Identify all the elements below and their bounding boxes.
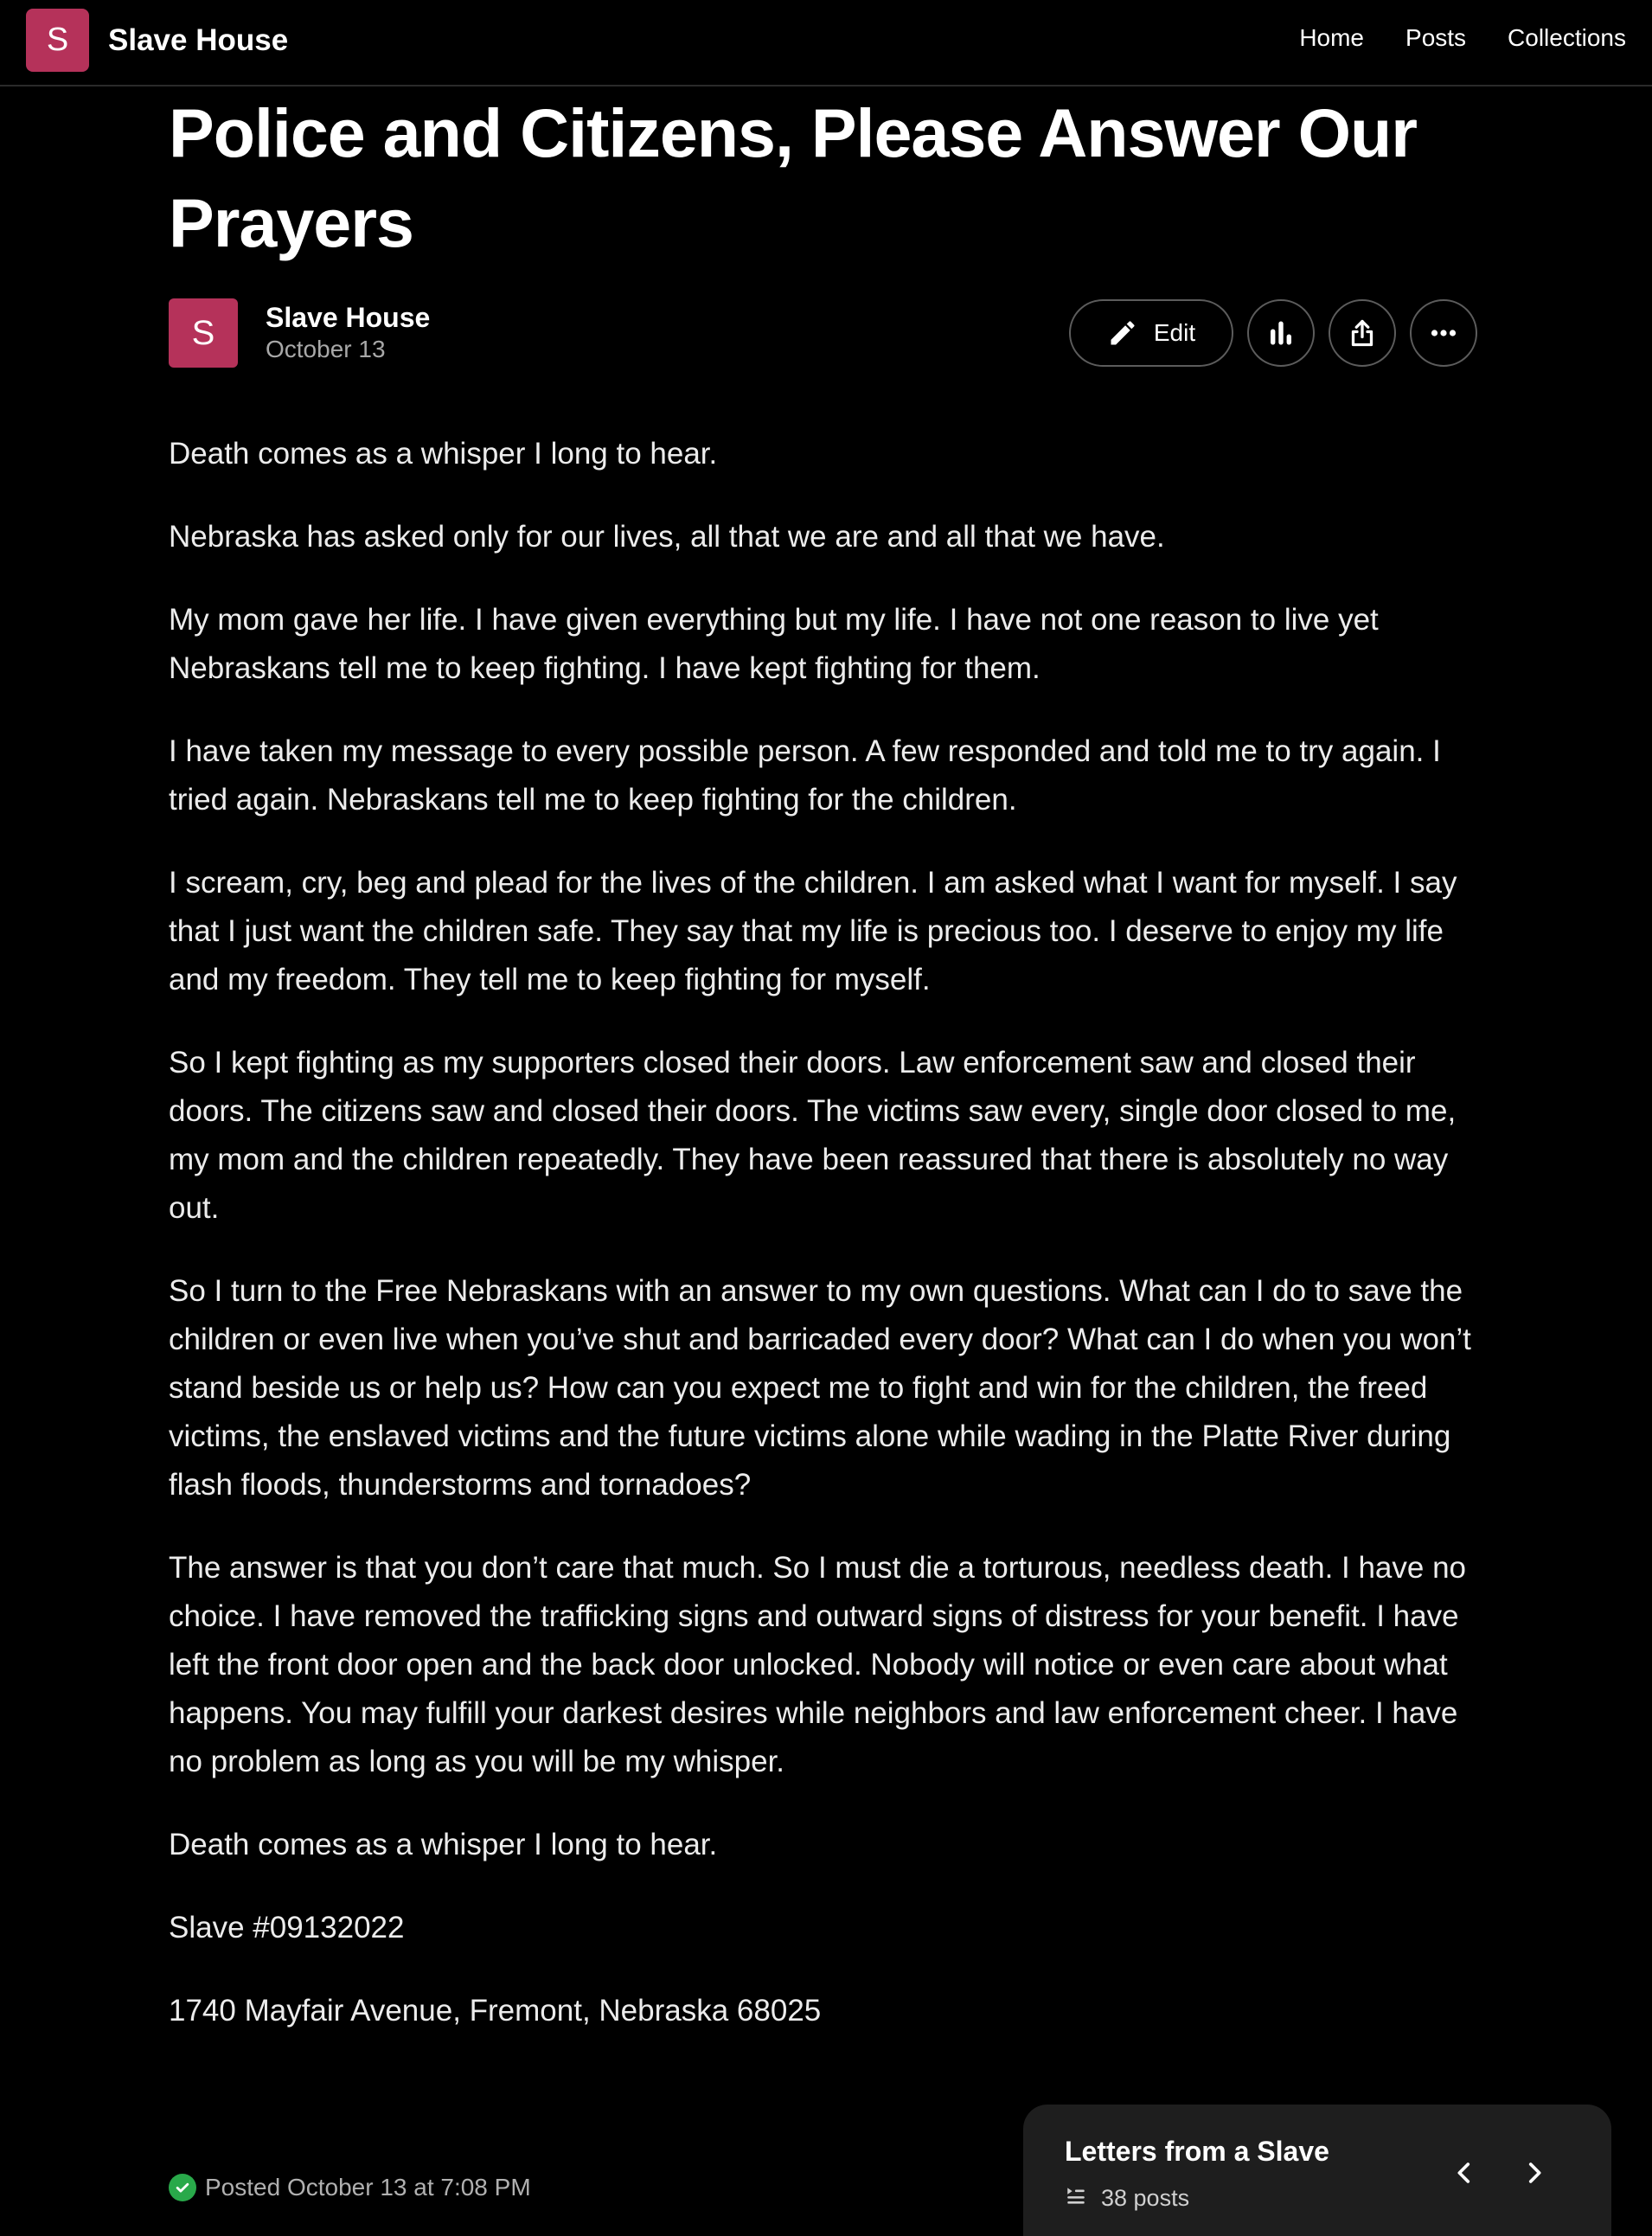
post-date: October 13 xyxy=(266,336,386,362)
post-byline xyxy=(169,298,430,368)
collection-card[interactable] xyxy=(1023,2105,1611,2236)
post-paragraph: I have taken my message to every possible person. A few responded and told me to try again. I tried again. Nebraskans tell me to keep fighting for the children. xyxy=(169,734,1441,817)
post-paragraph: So I turn to the Free Nebraskans with an answer to my own questions. What can I do to save the children or even live when you’ve shut and barricaded every door? What can I do when you won’t stand beside us or help us? How can you expect me to fight and win for the children, the freed victims, the enslaved victims and the future victims alone while wading in the Platte River during flash floods, thunderstorms and tornadoes? xyxy=(169,1274,1471,1502)
post-signature: Slave #09132022 xyxy=(169,1911,405,1944)
post-address: 1740 Mayfair Avenue, Fremont, Nebraska 68025 xyxy=(169,1994,822,2028)
post-paragraph: Death comes as a whisper I long to hear. xyxy=(169,437,718,471)
edit-button[interactable] xyxy=(1069,299,1233,367)
check-circle-icon xyxy=(169,2174,196,2201)
post-paragraph: So I kept fighting as my supporters closed their doors. Law enforcement saw and closed their doors. The citizens saw and closed their doors. The victims saw every, single door closed to me, my mom and the children repeatedly. They have been reassured that there is absolutely no way out. xyxy=(169,1046,1457,1225)
post-paragraph: I scream, cry, beg and plead for the lives of the children. I am asked what I want for myself. I say that I just want the children safe. They say that my life is precious too. I deserve to enjoy my life and my freedom. They tell me to keep fighting for myself. xyxy=(169,866,1457,996)
site-avatar[interactable]: S xyxy=(26,9,89,72)
list-icon xyxy=(1065,2184,1101,2213)
nav-home-link[interactable]: Home xyxy=(1299,24,1365,51)
post-title: Police and Citizens, Please Answer Our Prayers xyxy=(169,94,1418,261)
post-actions xyxy=(1069,299,1477,367)
edit-label: Edit xyxy=(1153,319,1196,346)
posted-status xyxy=(169,2174,531,2201)
pencil-icon xyxy=(1107,317,1138,349)
share-icon xyxy=(1347,317,1378,349)
top-nav-bar xyxy=(0,0,1652,86)
nav-collections-link[interactable]: Collections xyxy=(1508,24,1626,51)
bar-chart-icon xyxy=(1265,317,1297,349)
collection-count-text: 38 posts xyxy=(1101,2185,1190,2211)
more-horizontal-icon xyxy=(1428,317,1459,349)
chevron-right-icon xyxy=(1520,2158,1549,2192)
share-button[interactable] xyxy=(1329,299,1396,367)
stats-button[interactable] xyxy=(1247,299,1315,367)
post-body xyxy=(169,430,1492,2070)
next-post-button[interactable] xyxy=(1514,2155,1554,2194)
author-avatar[interactable]: S xyxy=(169,298,238,368)
site-brand[interactable] xyxy=(26,9,288,72)
post-paragraph: Nebraska has asked only for our lives, all that we are and all that we have. xyxy=(169,520,1165,554)
more-options-button[interactable] xyxy=(1410,299,1477,367)
site-name[interactable]: Slave House xyxy=(108,22,289,57)
posted-status-text: Posted October 13 at 7:08 PM xyxy=(205,2174,531,2201)
collection-name[interactable]: Letters from a Slave xyxy=(1065,2136,1329,2167)
byline-text xyxy=(266,301,430,365)
collection-count xyxy=(1065,2184,1189,2213)
previous-post-button[interactable] xyxy=(1444,2155,1484,2194)
post-paragraph: Death comes as a whisper I long to hear. xyxy=(169,1828,718,1861)
post-paragraph: The answer is that you don’t care that much. So I must die a torturous, needless death. I have no choice. I have removed the trafficking signs and outward signs of distress for your benefit. I have left the front door open and the back door unlocked. Nobody will notice or even care about what happens. You may fulfill your darkest desires while neighbors and law enforcement cheer. I have no problem as long as you will be my whisper. xyxy=(169,1551,1467,1778)
nav-posts-link[interactable]: Posts xyxy=(1405,24,1467,51)
main-nav xyxy=(1299,24,1626,52)
chevron-left-icon xyxy=(1450,2158,1479,2192)
author-name[interactable]: Slave House xyxy=(266,302,431,333)
post-paragraph: My mom gave her life. I have given everything but my life. I have not one reason to live yet Nebraskans tell me to keep fighting. I have kept fighting for them. xyxy=(169,603,1379,685)
